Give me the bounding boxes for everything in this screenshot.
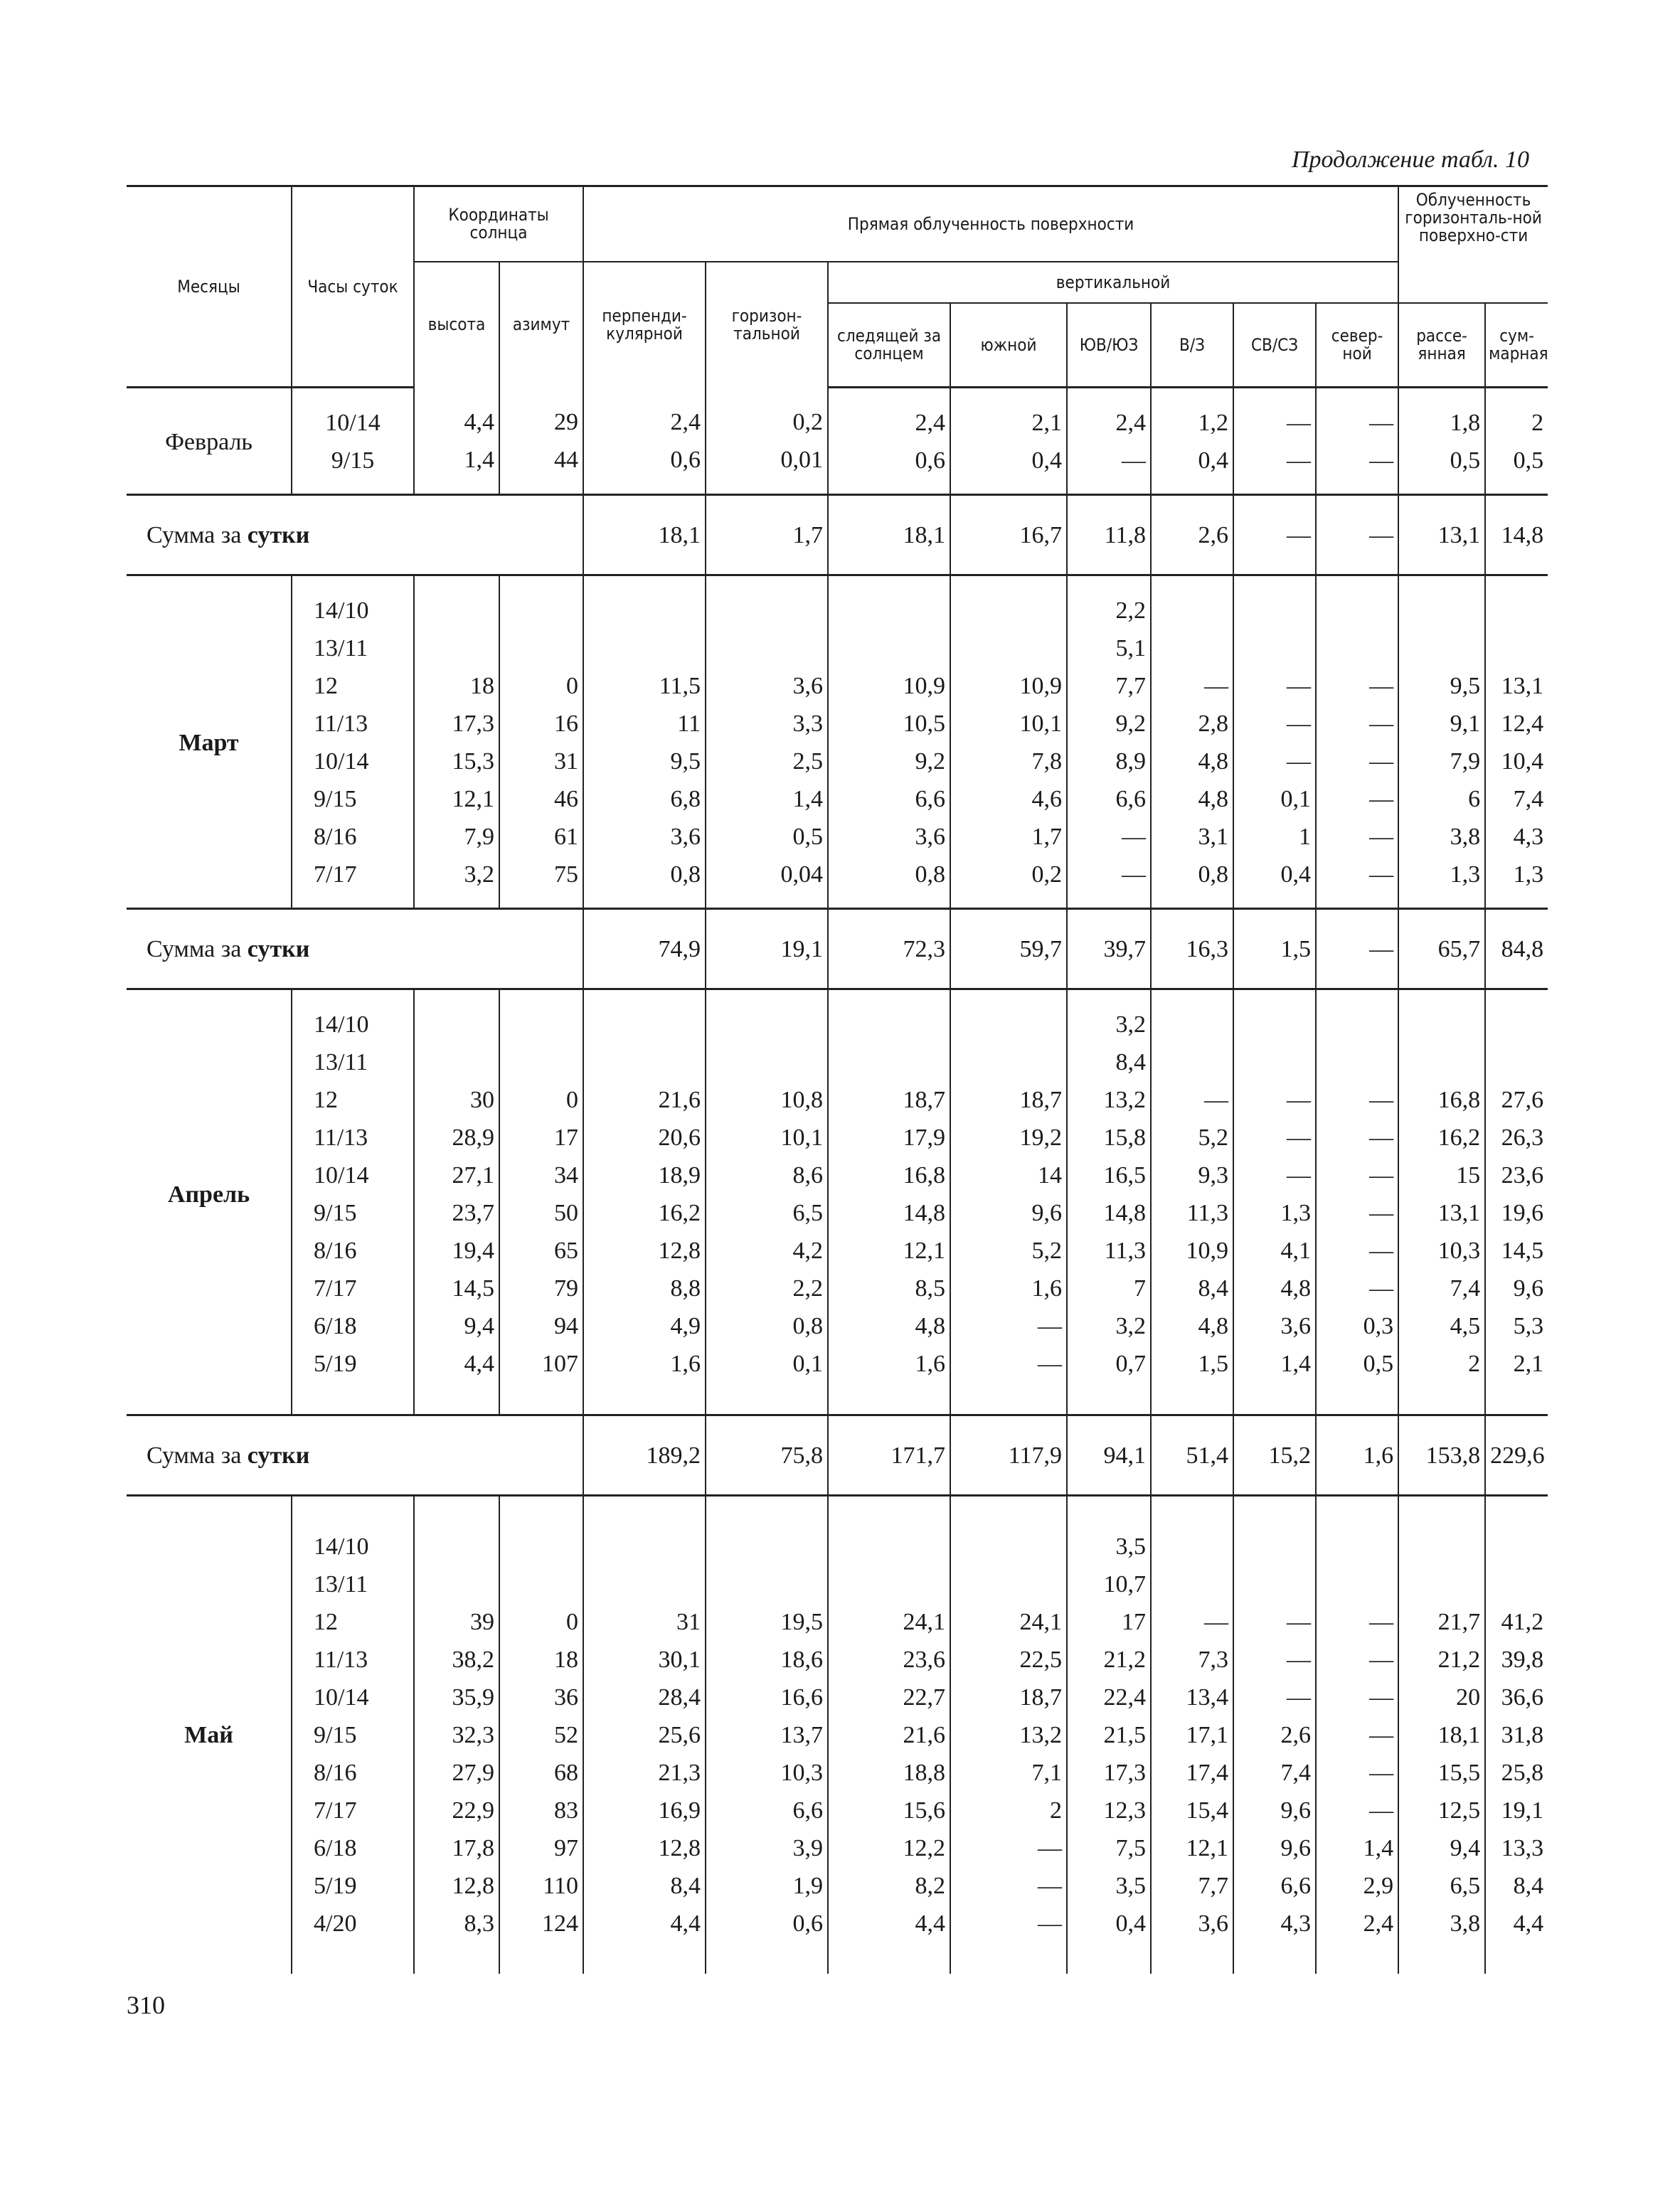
sum-label [127,1415,583,1496]
diffuse-cell: 21,7 21,2 20 18,1 15,5 12,5 9,4 6,5 3,8 [1398,1496,1485,1974]
sum-cell: 75,8 [706,1415,828,1496]
perpendicular-cell: 11,5 11 9,5 6,8 3,6 0,8 [583,575,706,909]
header-ne-nw: СВ/СЗ [1233,303,1316,388]
sum-cell: 14,8 [1485,495,1548,575]
total-cell: 2 0,5 [1485,388,1548,495]
se-sw-cell: 2,2 5,1 7,7 9,2 8,9 6,6 — — [1067,575,1151,909]
se-sw-cell: 3,2 8,4 13,2 15,8 16,5 14,8 11,3 7 3,2 0,7 [1067,989,1151,1415]
total-cell: 27,6 26,3 23,6 19,6 14,5 9,6 5,3 2,1 [1485,989,1548,1415]
header-se-sw: ЮВ/ЮЗ [1067,303,1151,388]
south-cell: 10,9 10,1 7,8 4,6 1,7 0,2 [950,575,1067,909]
header-total: сум-марная [1485,303,1548,388]
tracking-cell: 18,7 17,9 16,8 14,8 12,1 8,5 4,8 1,6 [828,989,950,1415]
sum-row [127,495,1548,575]
sum-label-bold: сутки [247,1442,310,1469]
sum-label-prefix: Сумма за [147,521,248,548]
sum-cell: 65,7 [1398,909,1485,989]
tracking-cell: 2,4 0,6 [828,388,950,495]
perpendicular-cell: 2,4 0,6 [583,388,706,495]
sum-cell: 51,4 [1151,1415,1233,1496]
e-w-cell: — 2,8 4,8 4,8 3,1 0,8 [1151,575,1233,909]
sum-cell: 1,7 [706,495,828,575]
header-azimuth: азимут [499,262,583,388]
table-header [127,186,1548,388]
header-horizontal: горизон-тальной [706,262,828,388]
header-diffuse: рассе-янная [1398,303,1485,388]
header-e-w: В/З [1151,303,1233,388]
se-sw-cell: 3,5 10,7 17 21,2 22,4 21,5 17,3 12,3 7,5 3,5 0,4 [1067,1496,1151,1974]
sum-cell: 59,7 [950,909,1067,989]
table-caption: Продолжение табл. 10 [1291,147,1529,173]
table-row [127,575,1548,909]
sum-cell: 84,8 [1485,909,1548,989]
sum-label-prefix: Сумма за [147,935,248,962]
sum-cell: 74,9 [583,909,706,989]
north-cell: — — — — — — 1,4 2,9 2,4 [1316,1496,1398,1974]
sum-cell: — [1316,909,1398,989]
horizontal-cell: 0,2 0,01 [706,388,828,495]
header-sun-coords: Координаты солнца [414,186,583,262]
hours-cell: 14/10 13/11 12 11/13 10/14 9/15 8/16 7/17 6/18 5/19 [292,989,414,1415]
sum-cell: 15,2 [1233,1415,1316,1496]
azimuth-cell: 0 16 31 46 61 75 [499,575,583,909]
altitude-cell: 4,4 1,4 [414,388,499,495]
irradiance-table [127,185,1548,1974]
sum-cell: 1,5 [1233,909,1316,989]
sum-label [127,909,583,989]
header-months: Месяцы [127,186,292,388]
sum-cell: 171,7 [828,1415,950,1496]
table-body [127,388,1548,1974]
e-w-cell: 1,2 0,4 [1151,388,1233,495]
sum-cell: 13,1 [1398,495,1485,575]
sum-cell: 153,8 [1398,1415,1485,1496]
page-number: 310 [127,1991,165,2019]
hours-cell: 14/10 13/11 12 11/13 10/14 9/15 8/16 7/17 6/18 5/19 4/20 [292,1496,414,1974]
diffuse-cell: 1,8 0,5 [1398,388,1485,495]
north-cell: — — — — — — [1316,575,1398,909]
altitude-cell: 18 17,3 15,3 12,1 7,9 3,2 [414,575,499,909]
hours-cell: 10/14 9/15 [292,388,414,495]
header-hours: Часы суток [292,186,414,388]
perpendicular-cell: 21,6 20,6 18,9 16,2 12,8 8,8 4,9 1,6 [583,989,706,1415]
sum-cell: 2,6 [1151,495,1233,575]
total-cell: 13,1 12,4 10,4 7,4 4,3 1,3 [1485,575,1548,909]
sum-cell: 19,1 [706,909,828,989]
azimuth-cell: 0 17 34 50 65 79 94 107 [499,989,583,1415]
sum-cell: 72,3 [828,909,950,989]
azimuth-cell: 0 18 36 52 68 83 97 110 124 [499,1496,583,1974]
sum-cell: 94,1 [1067,1415,1151,1496]
south-cell: 18,7 19,2 14 9,6 5,2 1,6 — — [950,989,1067,1415]
header-perpendicular: перпенди-кулярной [583,262,706,388]
ne-nw-cell: — — — 0,1 1 0,4 [1233,575,1316,909]
total-cell: 41,2 39,8 36,6 31,8 25,8 19,1 13,3 8,4 4,4 [1485,1496,1548,1974]
header-tracking: следящей за солнцем [828,303,950,388]
sum-cell: 18,1 [583,495,706,575]
tracking-cell: 24,1 23,6 22,7 21,6 18,8 15,6 12,2 8,2 4,4 [828,1496,950,1974]
south-cell: 24,1 22,5 18,7 13,2 7,1 2 — — — [950,1496,1067,1974]
hours-cell: 14/10 13/11 12 11/13 10/14 9/15 8/16 7/17 [292,575,414,909]
sum-cell: 11,8 [1067,495,1151,575]
sum-label-prefix: Сумма за [147,1442,248,1469]
month-label: Февраль [127,388,292,495]
sum-cell: 18,1 [828,495,950,575]
table-row [127,388,1548,495]
diffuse-cell: 9,5 9,1 7,9 6 3,8 1,3 [1398,575,1485,909]
sum-cell: 16,3 [1151,909,1233,989]
table-row [127,989,1548,1415]
north-cell: — — [1316,388,1398,495]
sum-cell: 189,2 [583,1415,706,1496]
ne-nw-cell: — — — 1,3 4,1 4,8 3,6 1,4 [1233,989,1316,1415]
perpendicular-cell: 31 30,1 28,4 25,6 21,3 16,9 12,8 8,4 4,4 [583,1496,706,1974]
sum-label [127,495,583,575]
sum-row [127,909,1548,989]
e-w-cell: — 5,2 9,3 11,3 10,9 8,4 4,8 1,5 [1151,989,1233,1415]
horizontal-cell: 3,6 3,3 2,5 1,4 0,5 0,04 [706,575,828,909]
sum-cell: — [1233,495,1316,575]
sum-cell: — [1316,495,1398,575]
month-label: Март [127,575,292,909]
sum-cell: 1,6 [1316,1415,1398,1496]
month-label: Май [184,1722,233,1748]
horizontal-cell: 19,5 18,6 16,6 13,7 10,3 6,6 3,9 1,9 0,6 [706,1496,828,1974]
month-label: Апрель [127,989,292,1415]
tracking-cell: 10,9 10,5 9,2 6,6 3,6 0,8 [828,575,950,909]
horizontal-cell: 10,8 10,1 8,6 6,5 4,2 2,2 0,8 0,1 [706,989,828,1415]
header-vertical: вертикальной [828,262,1398,303]
ne-nw-cell: — — [1233,388,1316,495]
diffuse-cell: 16,8 16,2 15 13,1 10,3 7,4 4,5 2 [1398,989,1485,1415]
ne-nw-cell: — — — 2,6 7,4 9,6 9,6 6,6 4,3 [1233,1496,1316,1974]
sum-label-bold: сутки [247,935,310,962]
south-cell: 2,1 0,4 [950,388,1067,495]
sum-cell: 16,7 [950,495,1067,575]
altitude-cell: 30 28,9 27,1 23,7 19,4 14,5 9,4 4,4 [414,989,499,1415]
header-altitude: высота [414,262,499,388]
header-direct: Прямая облученность поверхности [583,186,1398,262]
e-w-cell: — 7,3 13,4 17,1 17,4 15,4 12,1 7,7 3,6 [1151,1496,1233,1974]
north-cell: — — — — — — 0,3 0,5 [1316,989,1398,1415]
azimuth-cell: 29 44 [499,388,583,495]
sum-cell: 229,6 [1485,1415,1548,1496]
header-horizontal-irradiance: Облученность горизонталь-ной поверхно-сти [1398,186,1548,304]
se-sw-cell: 2,4 — [1067,388,1151,495]
header-north: север-ной [1316,303,1398,388]
sum-row [127,1415,1548,1496]
sum-cell: 117,9 [950,1415,1067,1496]
altitude-cell: 39 38,2 35,9 32,3 27,9 22,9 17,8 12,8 8,3 [414,1496,499,1974]
table-row [127,1496,1548,1974]
header-south: южной [950,303,1067,388]
sum-label-bold: сутки [247,521,310,548]
sum-cell: 39,7 [1067,909,1151,989]
